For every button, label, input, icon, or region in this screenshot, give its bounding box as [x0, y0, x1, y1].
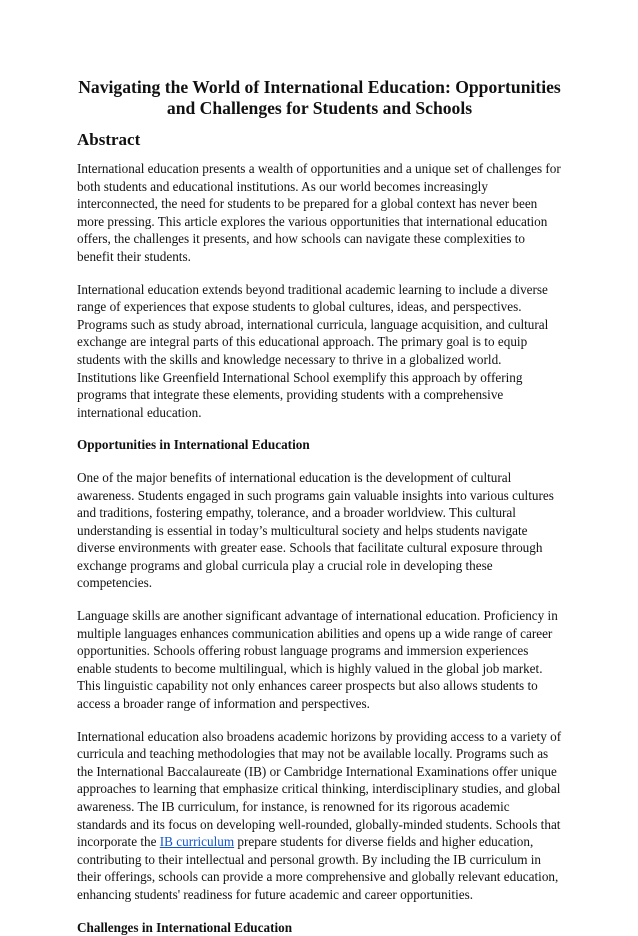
paragraph-text-after-link: prepare students for diverse fields and higher education, contributing to their intellectual and personal growth. By including the IB curriculum in their offerings, schools can provide a more comprehensive and globally relevant education, enhancing students' readiness for future academic and career opportunities.	[77, 834, 559, 902]
challenges-heading: Challenges in International Education	[77, 919, 293, 935]
paragraph-academic-horizons	[77, 728, 562, 904]
paragraph-abstract-1: International education presents a wealth of opportunities and a unique set of challenges for both students and educational institutions. As our world becomes increasingly interconnected, the need for students to be prepared for a global context has never been more pressing. This article explores the various opportunities that international education offers, the challenges it presents, and how schools can navigate these complexities to benefit their students.	[77, 161, 561, 264]
paragraph-abstract-2: International education extends beyond traditional academic learning to include a diverse range of experiences that expose students to global cultures, ideas, and perspectives. Programs such as study abroad, international curricula, language acquisition, and cultural exchange are integral parts of this educational approach. The primary goal is to equip students with the skills and knowledge necessary to thrive in a globalized world. Institutions like Greenfield International School exemplify this approach by offering programs that integrate these elements, providing students with a comprehensive international education.	[77, 281, 549, 420]
abstract-heading: Abstract	[77, 130, 141, 149]
paragraph-language-skills: Language skills are another significant advantage of international education. Proficiency in multiple languages enhances communication abilities and opens up a wide range of career opportunities. Schools offering robust language programs and immersion experiences enable students to become multilingual, which is highly valued in the global job market. This linguistic capability not only enhances career prospects but also allows students to access a broader range of information and perspectives.	[77, 608, 558, 712]
paragraph-cultural-awareness: One of the major benefits of international education is the development of cultural awareness. Students engaged in such programs gain valuable insights into various cultures and traditions, fostering empathy, tolerance, and a broader worldview. This cultural understanding is essential in today’s multicultural society and helps students navigate diverse environments with greater ease. Schools that facilitate cultural exposure through exchange programs and global curricula play a crucial role in developing these competencies.	[77, 469, 554, 591]
ib-curriculum-link[interactable]: IB curriculum	[159, 834, 235, 850]
paragraph-text-before-link: International education also broadens academic horizons by providing access to a variety of curricula and teaching methodologies that may not be available locally. Programs such as the International Baccalaureate (IB) or Cambridge International Examinations offer unique approaches to learning that emphasize critical thinking, interdisciplinary studies, and global awareness. The IB curriculum, for instance, is renowned for its rigorous academic standards and its focus on developing well-rounded, globally-minded students. Schools that incorporate the	[77, 728, 562, 850]
document-title: Navigating the World of International Education: Opportunities and Challenges for Students and Schools	[78, 77, 561, 118]
opportunities-heading: Opportunities in International Education	[77, 437, 310, 453]
